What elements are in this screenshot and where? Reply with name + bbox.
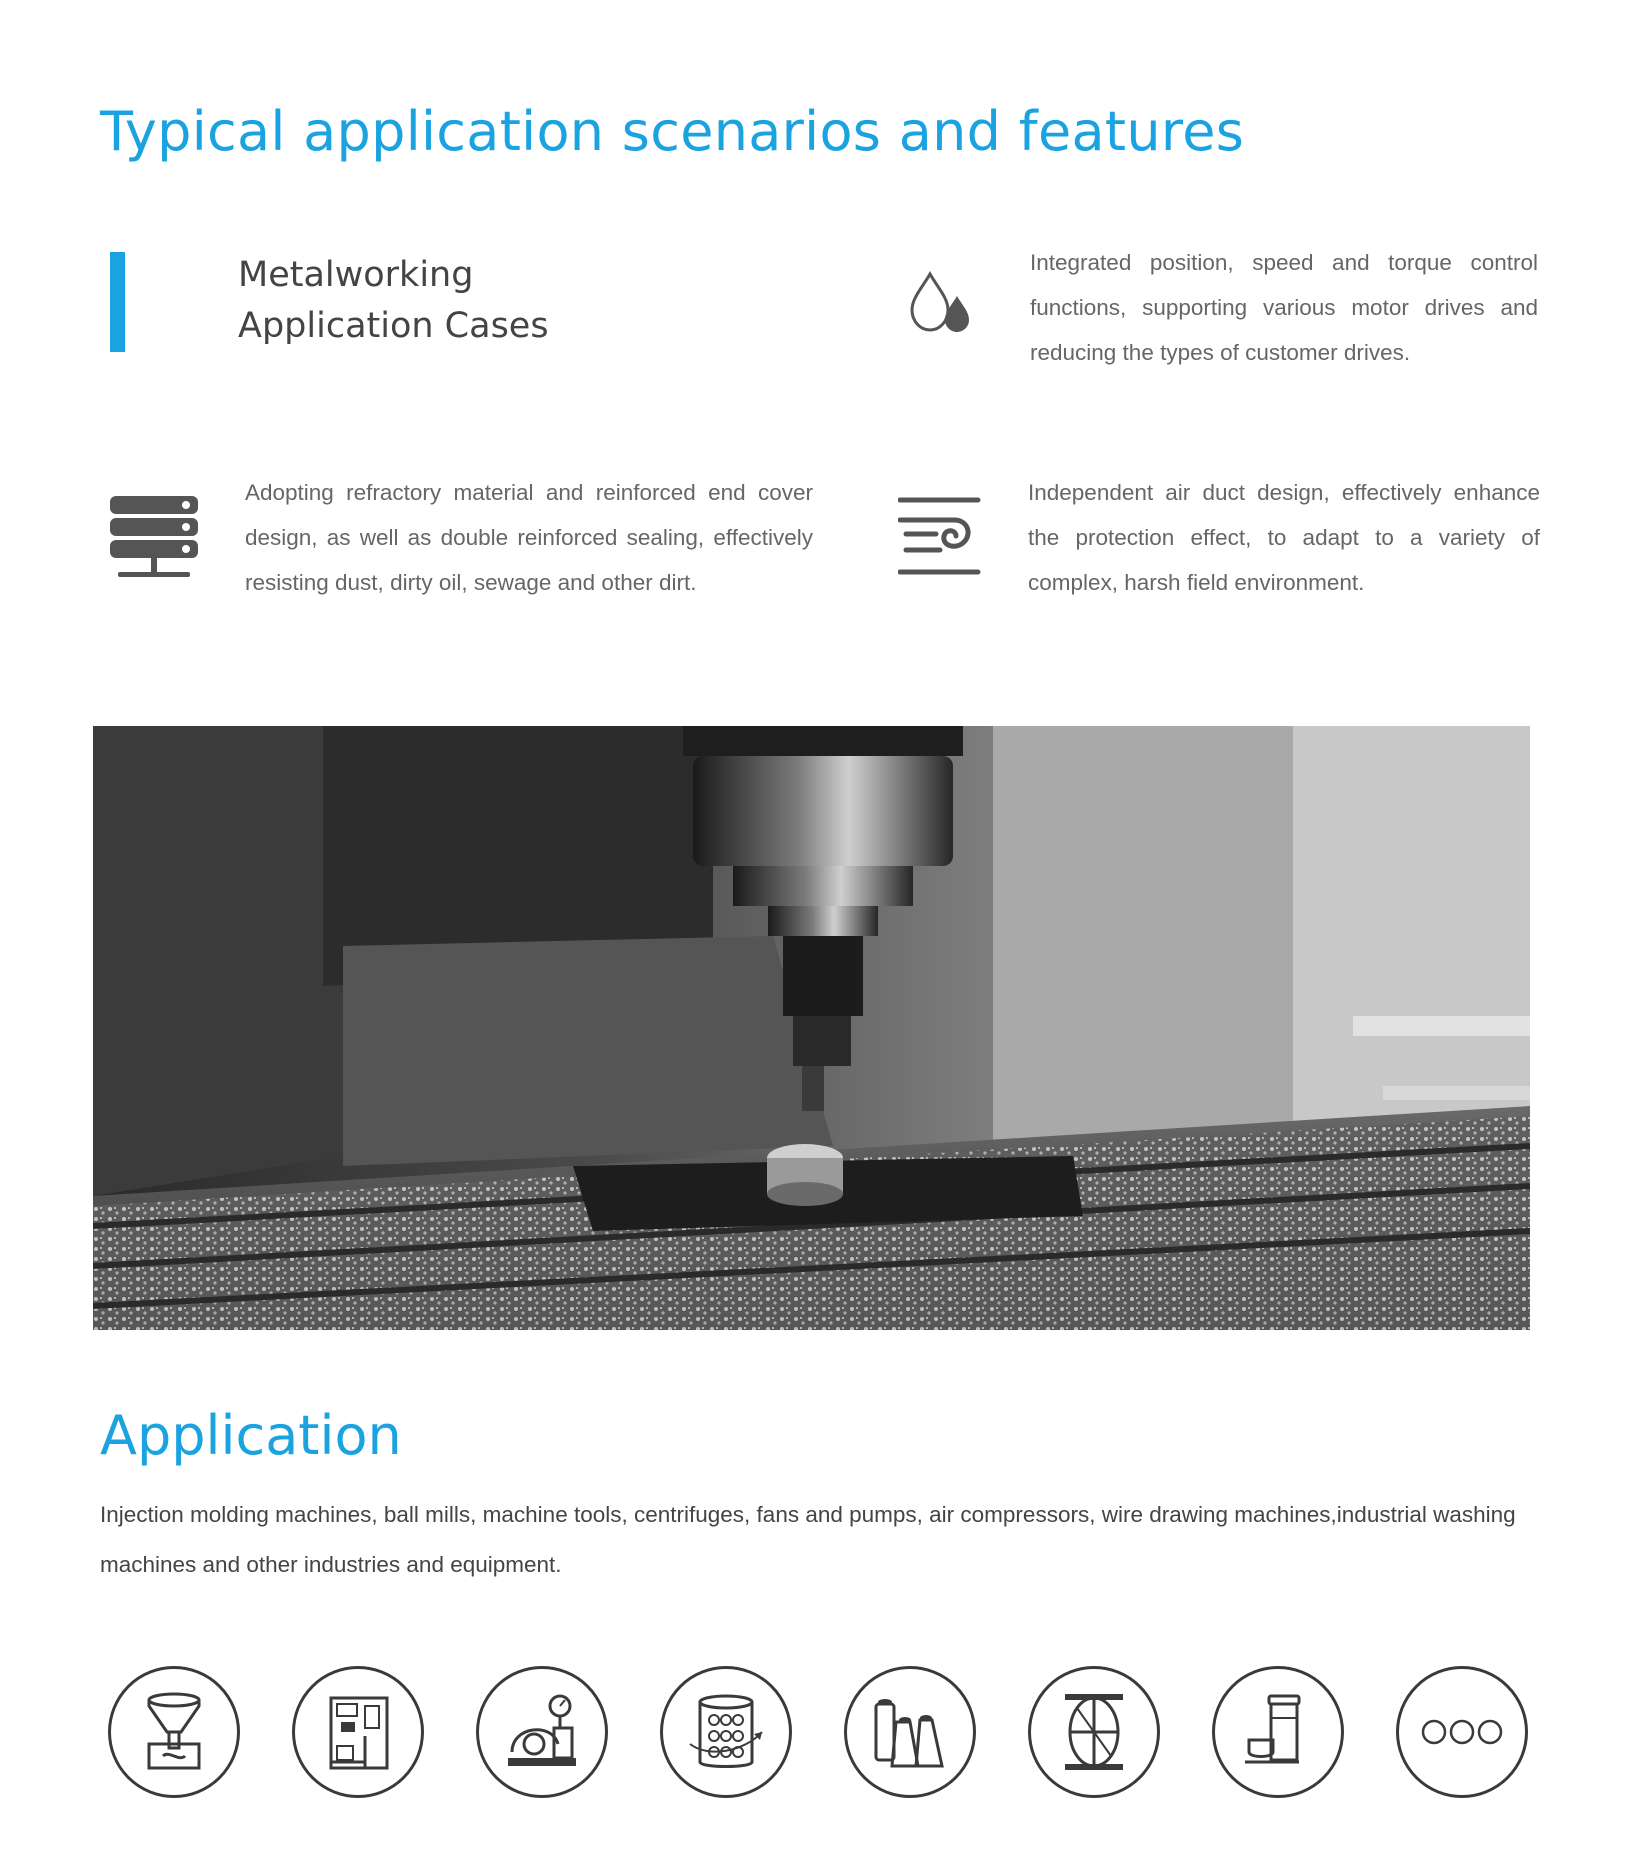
feature-text-control: Integrated position, speed and torque control functions, supporting various motor drives and reducing the types of customer drives. <box>1030 250 1538 365</box>
yarn-spools-icon <box>844 1666 976 1798</box>
application-title: Application <box>100 1404 402 1467</box>
server-rack-icon <box>108 494 200 580</box>
case-title-line-1: Metalworking <box>238 255 474 295</box>
accent-bar <box>110 252 125 352</box>
application-description: Injection molding machines, ball mills, machine tools, centrifuges, fans and pumps, air compressors, wire drawing machines,industrial washing machines and other industries and equipment. <box>100 1502 1516 1577</box>
mill-drum-icon <box>660 1666 792 1798</box>
case-title-line-2: Application Cases <box>238 306 549 346</box>
application-icon-row <box>108 1666 1528 1798</box>
hopper-mixer-icon <box>108 1666 240 1798</box>
water-drops-icon <box>905 270 975 340</box>
cnc-milling-machine-photo <box>93 726 1530 1330</box>
pump-gauge-icon <box>476 1666 608 1798</box>
coffee-machine-icon <box>292 1666 424 1798</box>
more-icon <box>1396 1666 1528 1798</box>
wind-icon <box>898 494 982 580</box>
case-title <box>238 250 549 352</box>
feature-text-air-duct: Independent air duct design, effectively enhance the protection effect, to adapt to a variety of complex, harsh field environment. <box>1028 480 1540 595</box>
cup-dispenser-icon <box>1212 1666 1344 1798</box>
feature-text-sealing: Adopting refractory material and reinforced end cover design, as well as double reinforced sealing, effectively resisting dust, dirty oil, sewage and other dirt. <box>245 480 813 595</box>
page-title: Typical application scenarios and features <box>100 100 1245 163</box>
washing-drum-icon <box>1028 1666 1160 1798</box>
